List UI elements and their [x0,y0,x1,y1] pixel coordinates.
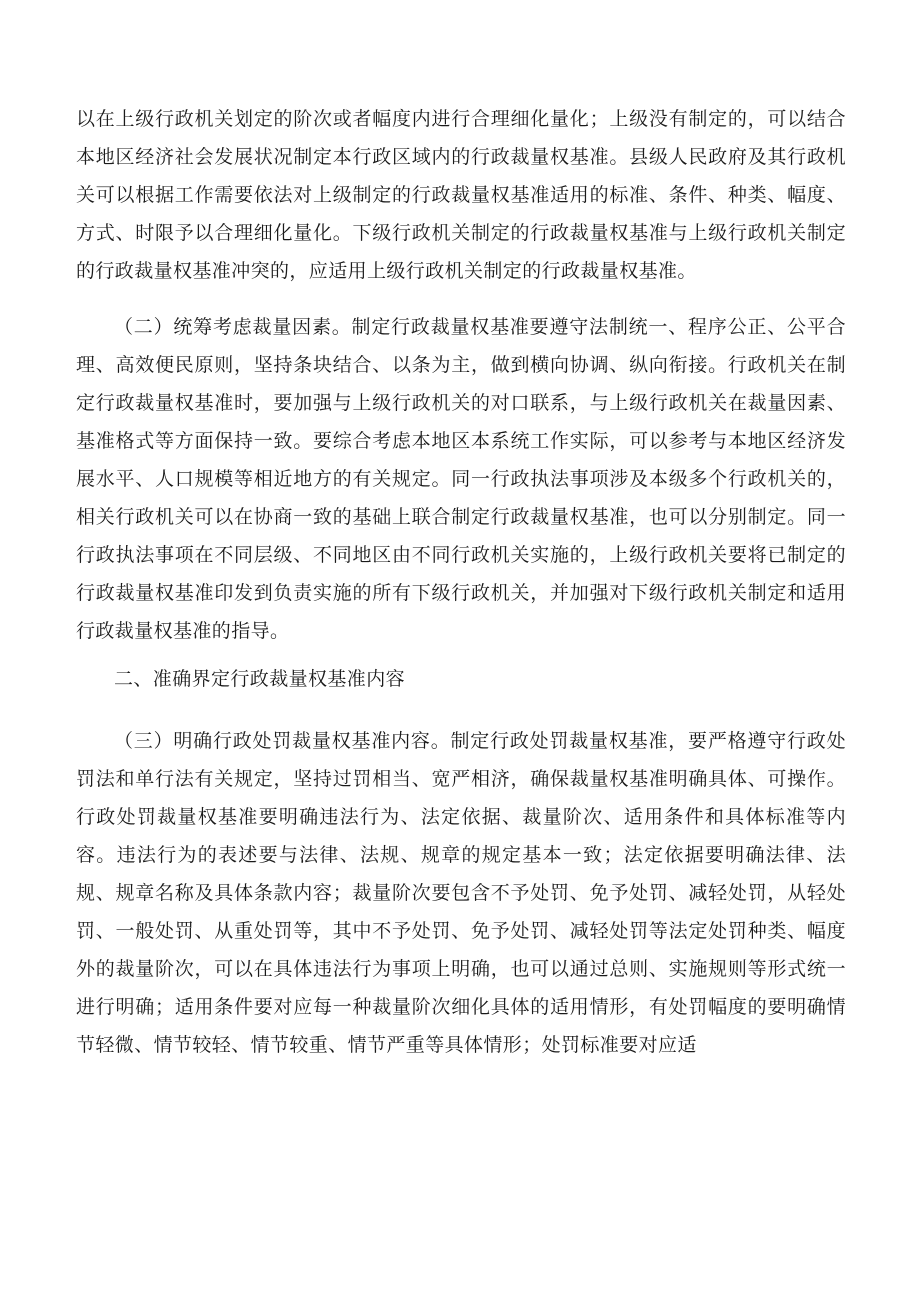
paragraph-continuation: 以在上级行政机关划定的阶次或者幅度内进行合理细化量化；上级没有制定的，可以结合本地区经济社会发展状况制定本行政区域内的行政裁量权基准。县级人民政府及其行政机关可以根据工作需要依法对上级制定的行政裁量权基准适用的标准、条件、种类、幅度、方式、时限予以合理细化量化。下级行政机关制定的行政裁量权基准与上级行政机关制定的行政裁量权基准冲突的，应适用上级行政机关制定的行政裁量权基准。 [76,108,846,282]
document-page [76,100,846,1064]
paragraph-section-3: （三）明确行政处罚裁量权基准内容。制定行政处罚裁量权基准，要严格遵守行政处罚法和单行法有关规定，坚持过罚相当、宽严相济，确保裁量权基准明确具体、可操作。行政处罚裁量权基准要明确违法行为、法定依据、裁量阶次、适用条件和具体标准等内容。违法行为的表述要与法律、法规、规章的规定基本一致；法定依据要明确法律、法规、规章名称及具体条款内容；裁量阶次要包含不予处罚、免予处罚、减轻处罚，从轻处罚、一般处罚、从重处罚等，其中不予处罚、免予处罚、减轻处罚等法定处罚种类、幅度外的裁量阶次，可以在具体违法行为事项上明确，也可以通过总则、实施规则等形式统一进行明确；适用条件要对应每一种裁量阶次细化具体的适用情形，有处罚幅度的要明确情节轻微、情节较轻、情节较重、情节严重等具体情形；处罚标准要对应适 [76,730,846,1056]
paragraph-section-2: （二）统筹考虑裁量因素。制定行政裁量权基准要遵守法制统一、程序公正、公平合理、高效便民原则，坚持条块结合、以条为主，做到横向协调、纵向衔接。行政机关在制定行政裁量权基准时，要加强与上级行政机关的对口联系，与上级行政机关在裁量因素、基准格式等方面保持一致。要综合考虑本地区本系统工作实际，可以参考与本地区经济发展水平、人口规模等相近地方的有关规定。同一行政执法事项涉及本级多个行政机关的，相关行政机关可以在协商一致的基础上联合制定行政裁量权基准，也可以分别制定。同一行政执法事项在不同层级、不同地区由不同行政机关实施的，上级行政机关要将已制定的行政裁量权基准印发到负责实施的所有下级行政机关，并加强对下级行政机关制定和适用行政裁量权基准的指导。 [76,316,846,642]
section-heading: 二、准确界定行政裁量权基准内容 [114,668,406,690]
